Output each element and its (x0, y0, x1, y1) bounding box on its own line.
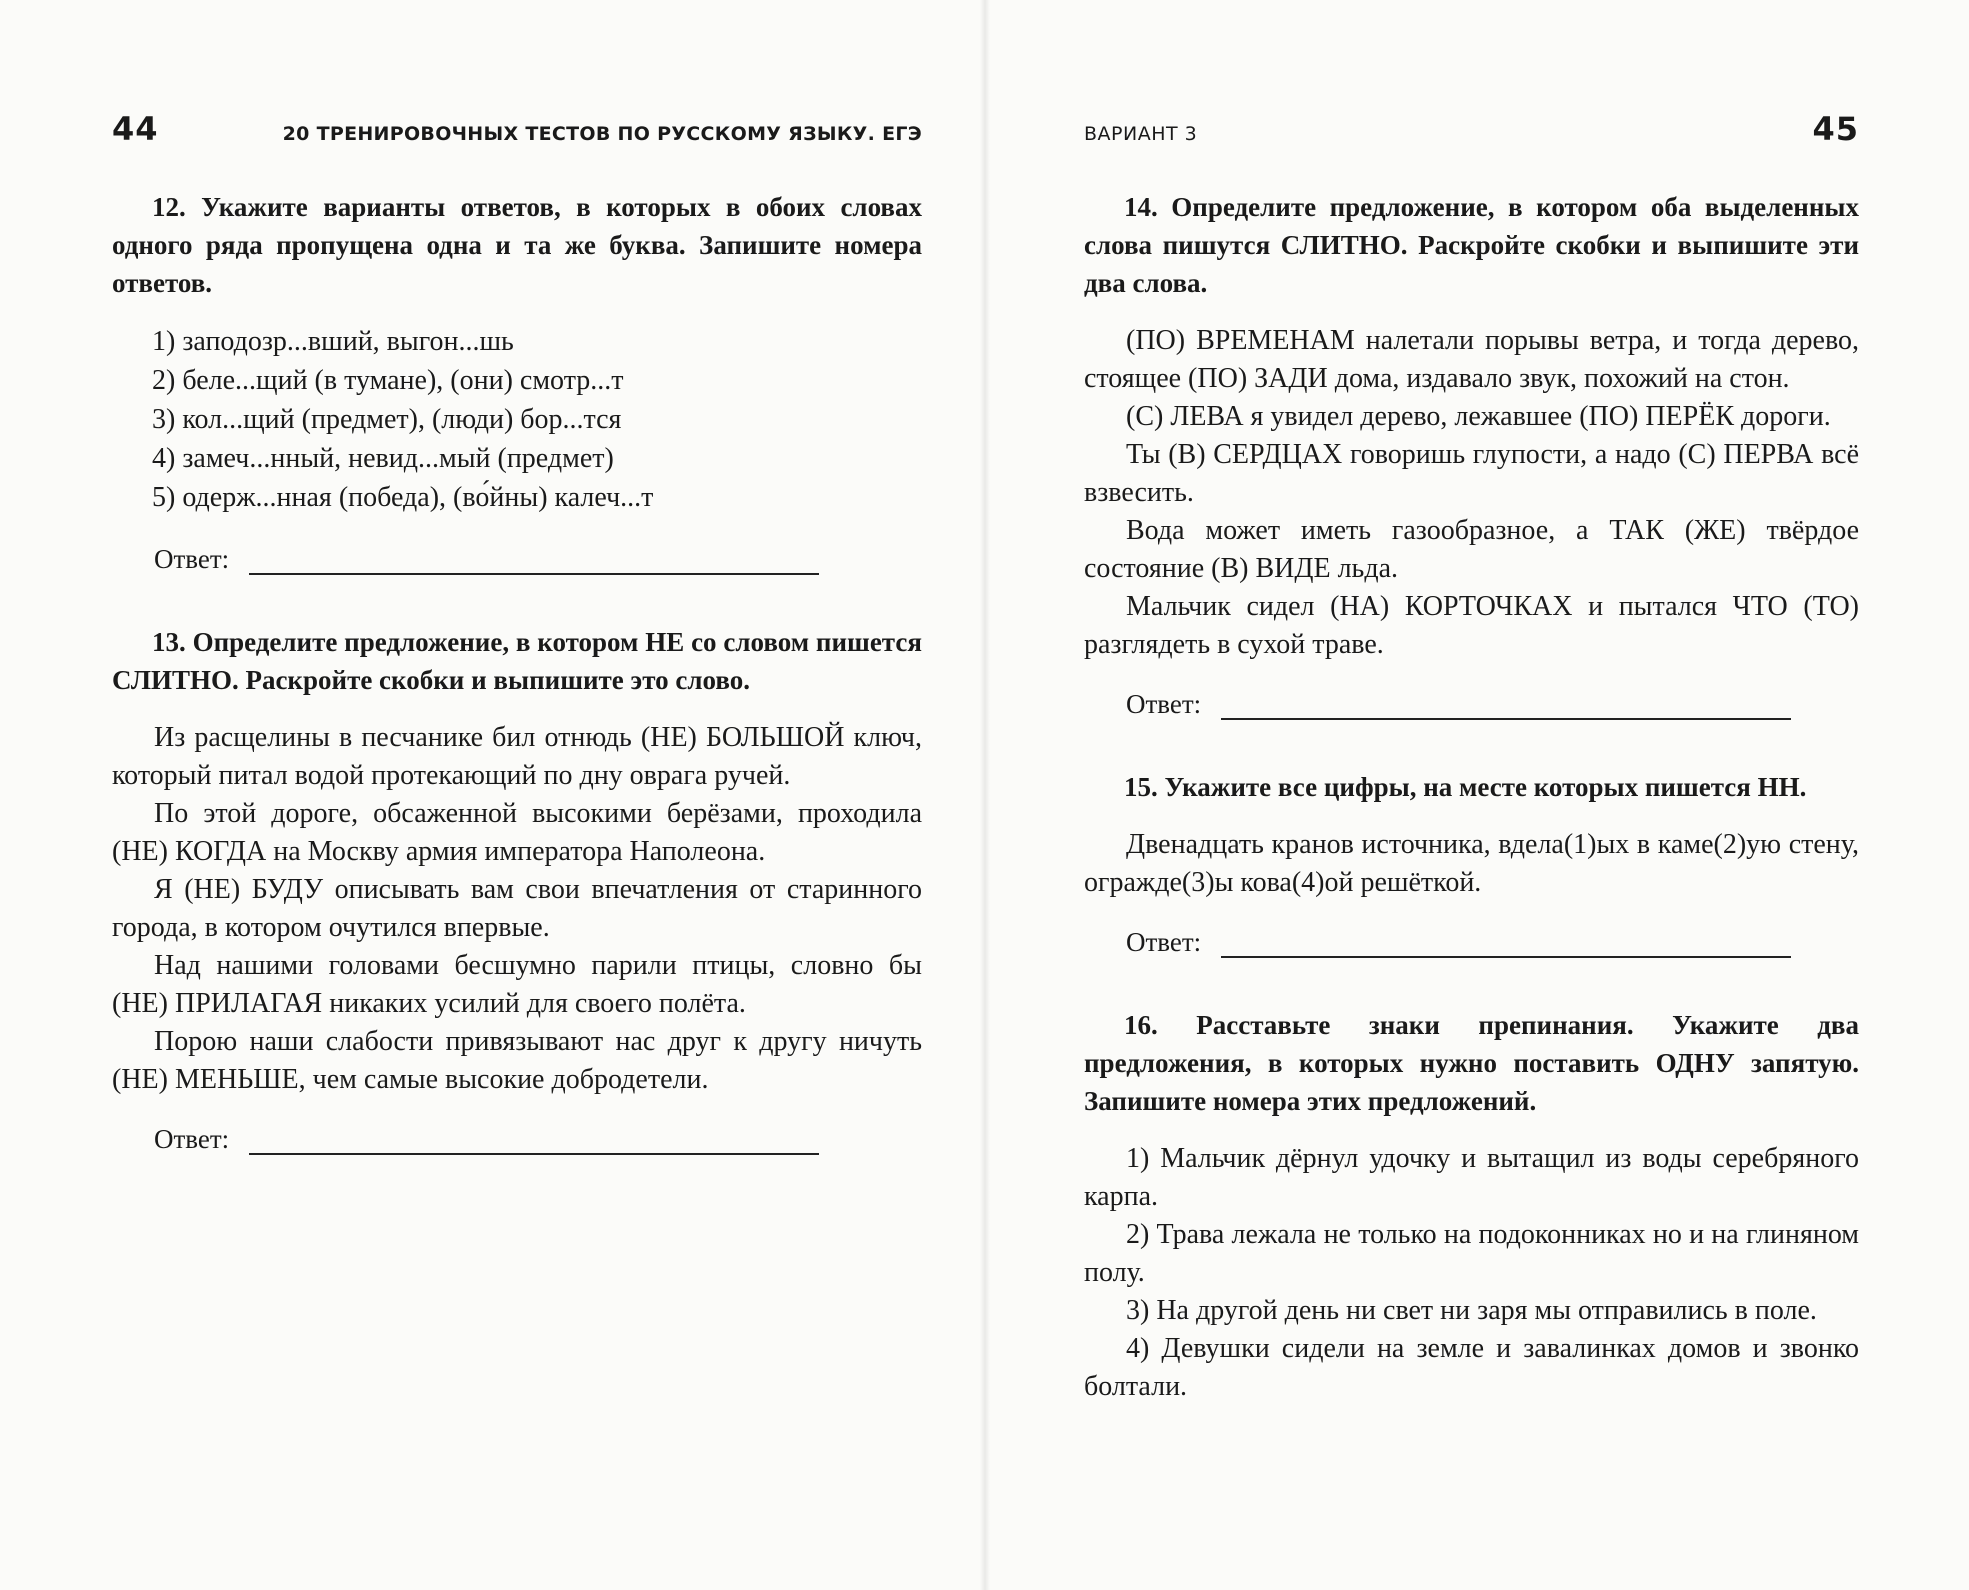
task-title: 15. Укажите все цифры, на месте которых пишется НН. (1124, 772, 1807, 802)
page-number: 44 (112, 110, 159, 148)
sentence-paragraph: По этой дороге, обсаженной высокими берёзами, проходила (НЕ) КОГДА на Москву армия императора Наполеона. (112, 798, 922, 867)
answer-row (154, 537, 922, 575)
right-page-header (1084, 110, 1859, 156)
answer-label: Ответ: (1126, 927, 1202, 957)
page-number: 45 (1812, 110, 1859, 148)
answer-line[interactable] (249, 1125, 819, 1155)
answer-label: Ответ: (1126, 689, 1202, 719)
answer-label: Ответ: (154, 1124, 230, 1154)
list-item: 2) Трава лежала не только на подоконниках но и на глиняном полу. (1084, 1219, 1859, 1288)
list-item: 3) На другой день ни свет ни заря мы отправились в поле. (1126, 1295, 1817, 1326)
answer-row (154, 1117, 922, 1155)
task-14 (1084, 188, 1859, 720)
task-12 (112, 188, 922, 575)
sentence-paragraph: Мальчик сидел (НА) КОРТОЧКАХ и пытался ЧТО (ТО) разглядеть в сухой траве. (1084, 591, 1859, 660)
task-title: 12. Укажите варианты ответов, в которых в обоих словах одного ряда пропущена одна и та же буква. Запишите номера ответов. (112, 192, 922, 298)
answer-line[interactable] (249, 545, 819, 575)
running-title: ВАРИАНТ 3 (1084, 123, 1198, 145)
sentence-paragraph: (ПО) ВРЕМЕНАМ налетали порывы ветра, и тогда дерево, стоящее (ПО) ЗАДИ дома, издавало звук, похожий на стон. (1084, 325, 1859, 394)
sentence-paragraph: Порою наши слабости привязывают нас друг к другу ничуть (НЕ) МЕНЬШЕ, чем самые высокие добродетели. (112, 1026, 922, 1095)
running-title: 20 ТРЕНИРОВОЧНЫХ ТЕСТОВ ПО РУССКОМУ ЯЗЫКУ. ЕГЭ (282, 123, 922, 145)
left-page (0, 0, 984, 1590)
option-item: 4) замеч...нный, невид...мый (предмет) (152, 443, 614, 474)
answer-row (1126, 920, 1859, 958)
list-item: 4) Девушки сидели на земле и завалинках домов и звонко болтали. (1084, 1333, 1859, 1402)
task-16 (1084, 1006, 1859, 1406)
options-list (152, 322, 922, 517)
task-title: 14. Определите предложение, в котором оба выделенных слова пишутся СЛИТНО. Раскройте скобки и выпишите эти два слова. (1084, 192, 1859, 298)
option-item: 3) кол...щий (предмет), (люди) бор...тся (152, 404, 622, 435)
list-item: 1) Мальчик дёрнул удочку и вытащил из воды серебряного карпа. (1084, 1143, 1859, 1212)
option-item: 2) беле...щий (в тумане), (они) смотр...т (152, 365, 624, 396)
task-13 (112, 623, 922, 1155)
sentence-paragraph: Двенадцать кранов источника, вдела(1)ых в каме(2)ую стену, огражде(3)ы кова(4)ой решёткой. (1084, 829, 1859, 898)
option-item: 5) одерж...нная (победа), (во́йны) калеч...т (152, 482, 654, 513)
task-title: 16. Расставьте знаки препинания. Укажите два предложения, в которых нужно поставить ОДНУ запятую. Запишите номера этих предложений. (1084, 1010, 1859, 1116)
sentence-paragraph: Над нашими головами бесшумно парили птицы, словно бы (НЕ) ПРИЛАГАЯ никаких усилий для своего полёта. (112, 950, 922, 1019)
sentence-paragraph: Вода может иметь газообразное, а ТАК (ЖЕ) твёрдое состояние (В) ВИДЕ льда. (1084, 515, 1859, 584)
answer-line[interactable] (1221, 928, 1791, 958)
sentence-paragraph: Я (НЕ) БУДУ описывать вам свои впечатления от старинного города, в котором очутился впервые. (112, 874, 922, 943)
answer-line[interactable] (1221, 690, 1791, 720)
sentence-paragraph: Ты (В) СЕРДЦАХ говоришь глупости, а надо (С) ПЕРВА всё взвесить. (1084, 439, 1859, 508)
left-page-header (112, 110, 922, 156)
sentences-list (1084, 1140, 1859, 1406)
task-15 (1084, 768, 1859, 958)
sentence-paragraph: (С) ЛЕВА я увидел дерево, лежавшее (ПО) ПЕРЁК дороги. (1126, 401, 1831, 432)
sentence-paragraph: Из расщелины в песчанике бил отнюдь (НЕ) БОЛЬШОЙ ключ, который питал водой протекающий по дну оврага ручей. (112, 722, 922, 791)
right-page (984, 0, 1969, 1590)
answer-label: Ответ: (154, 544, 230, 574)
task-title: 13. Определите предложение, в котором НЕ со словом пишется СЛИТНО. Раскройте скобки и выпишите это слово. (112, 627, 922, 695)
option-item: 1) заподозр...вший, выгон...шь (152, 326, 514, 357)
answer-row (1126, 682, 1859, 720)
